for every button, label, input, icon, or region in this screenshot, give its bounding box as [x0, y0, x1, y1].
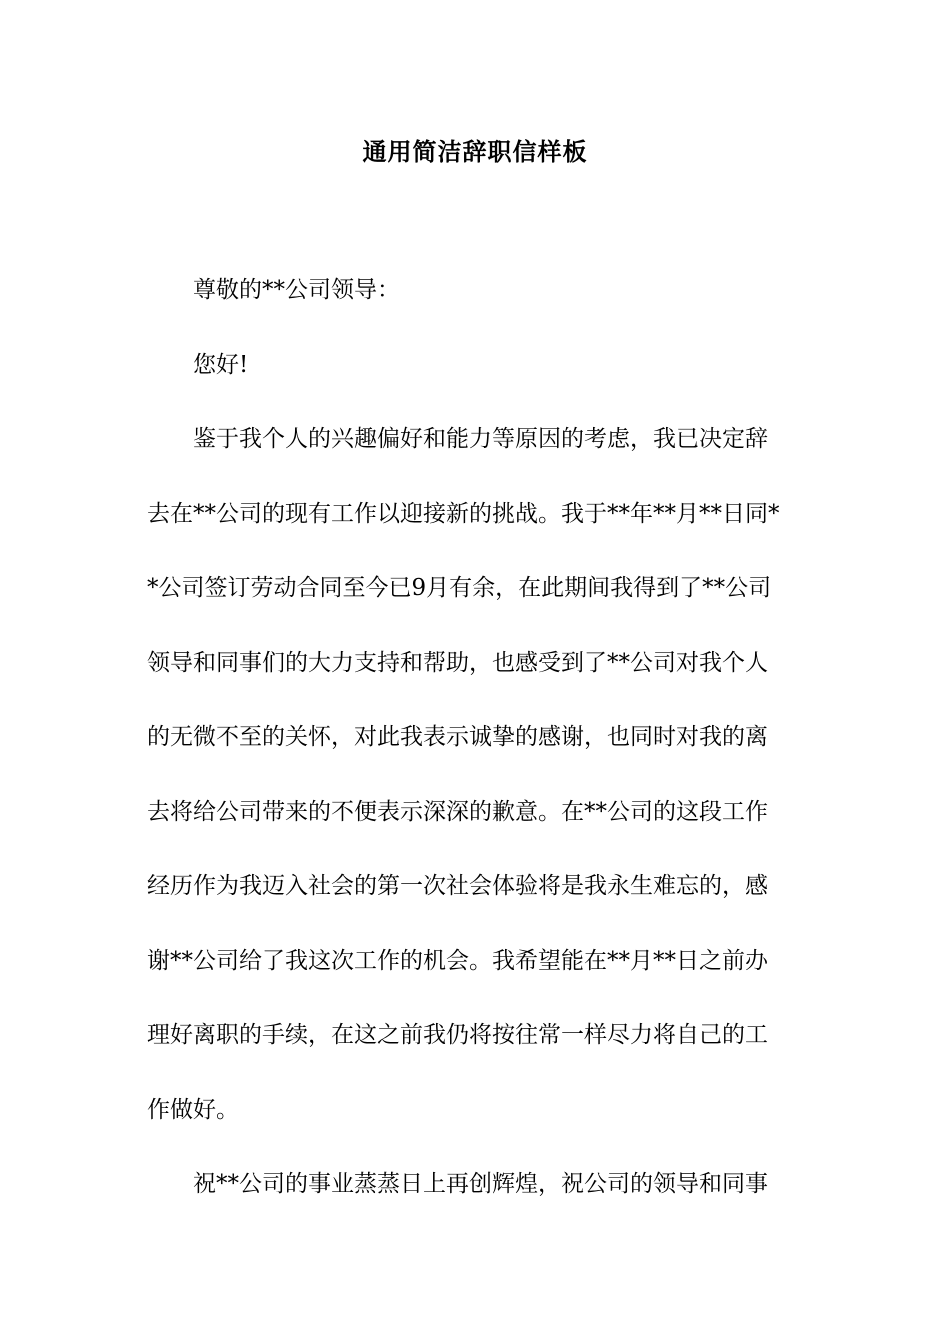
paragraph-line: *公司签订劳动合同至今已9月有余，在此期间我得到了**公司: [147, 575, 772, 601]
paragraph-line: 经历作为我迈入社会的第一次社会体验将是我永生难忘的，感: [147, 873, 768, 899]
paragraph-line: 鉴于我个人的兴趣偏好和能力等原因的考虑，我已决定辞: [193, 426, 768, 452]
greeting-line: 您好!: [193, 351, 249, 378]
paragraph-line: 去将给公司带来的不便表示深深的歉意。在**公司的这段工作: [147, 798, 768, 825]
closing-line: 祝**公司的事业蒸蒸日上再创辉煌，祝公司的领导和同事: [193, 1171, 768, 1197]
paragraph-line: 作做好。: [147, 1096, 239, 1123]
letter-body: [147, 253, 807, 1222]
paragraph-line: 的无微不至的关怀，对此我表示诚挚的感谢，也同时对我的离: [147, 724, 768, 750]
paragraph-line: 谢**公司给了我这次工作的机会。我希望能在**月**日之前办: [147, 947, 768, 974]
paragraph-line: 理好离职的手续，在这之前我仍将按往常一样尽力将自己的工: [147, 1022, 768, 1048]
document-title: 通用简洁辞职信样板: [362, 137, 588, 166]
paragraph-line: 去在**公司的现有工作以迎接新的挑战。我于**年**月**日同*: [147, 500, 780, 527]
paragraph-line: 领导和同事们的大力支持和帮助，也感受到了**公司对我个人: [147, 649, 768, 676]
salutation-line: 尊敬的**公司领导：: [193, 277, 400, 303]
